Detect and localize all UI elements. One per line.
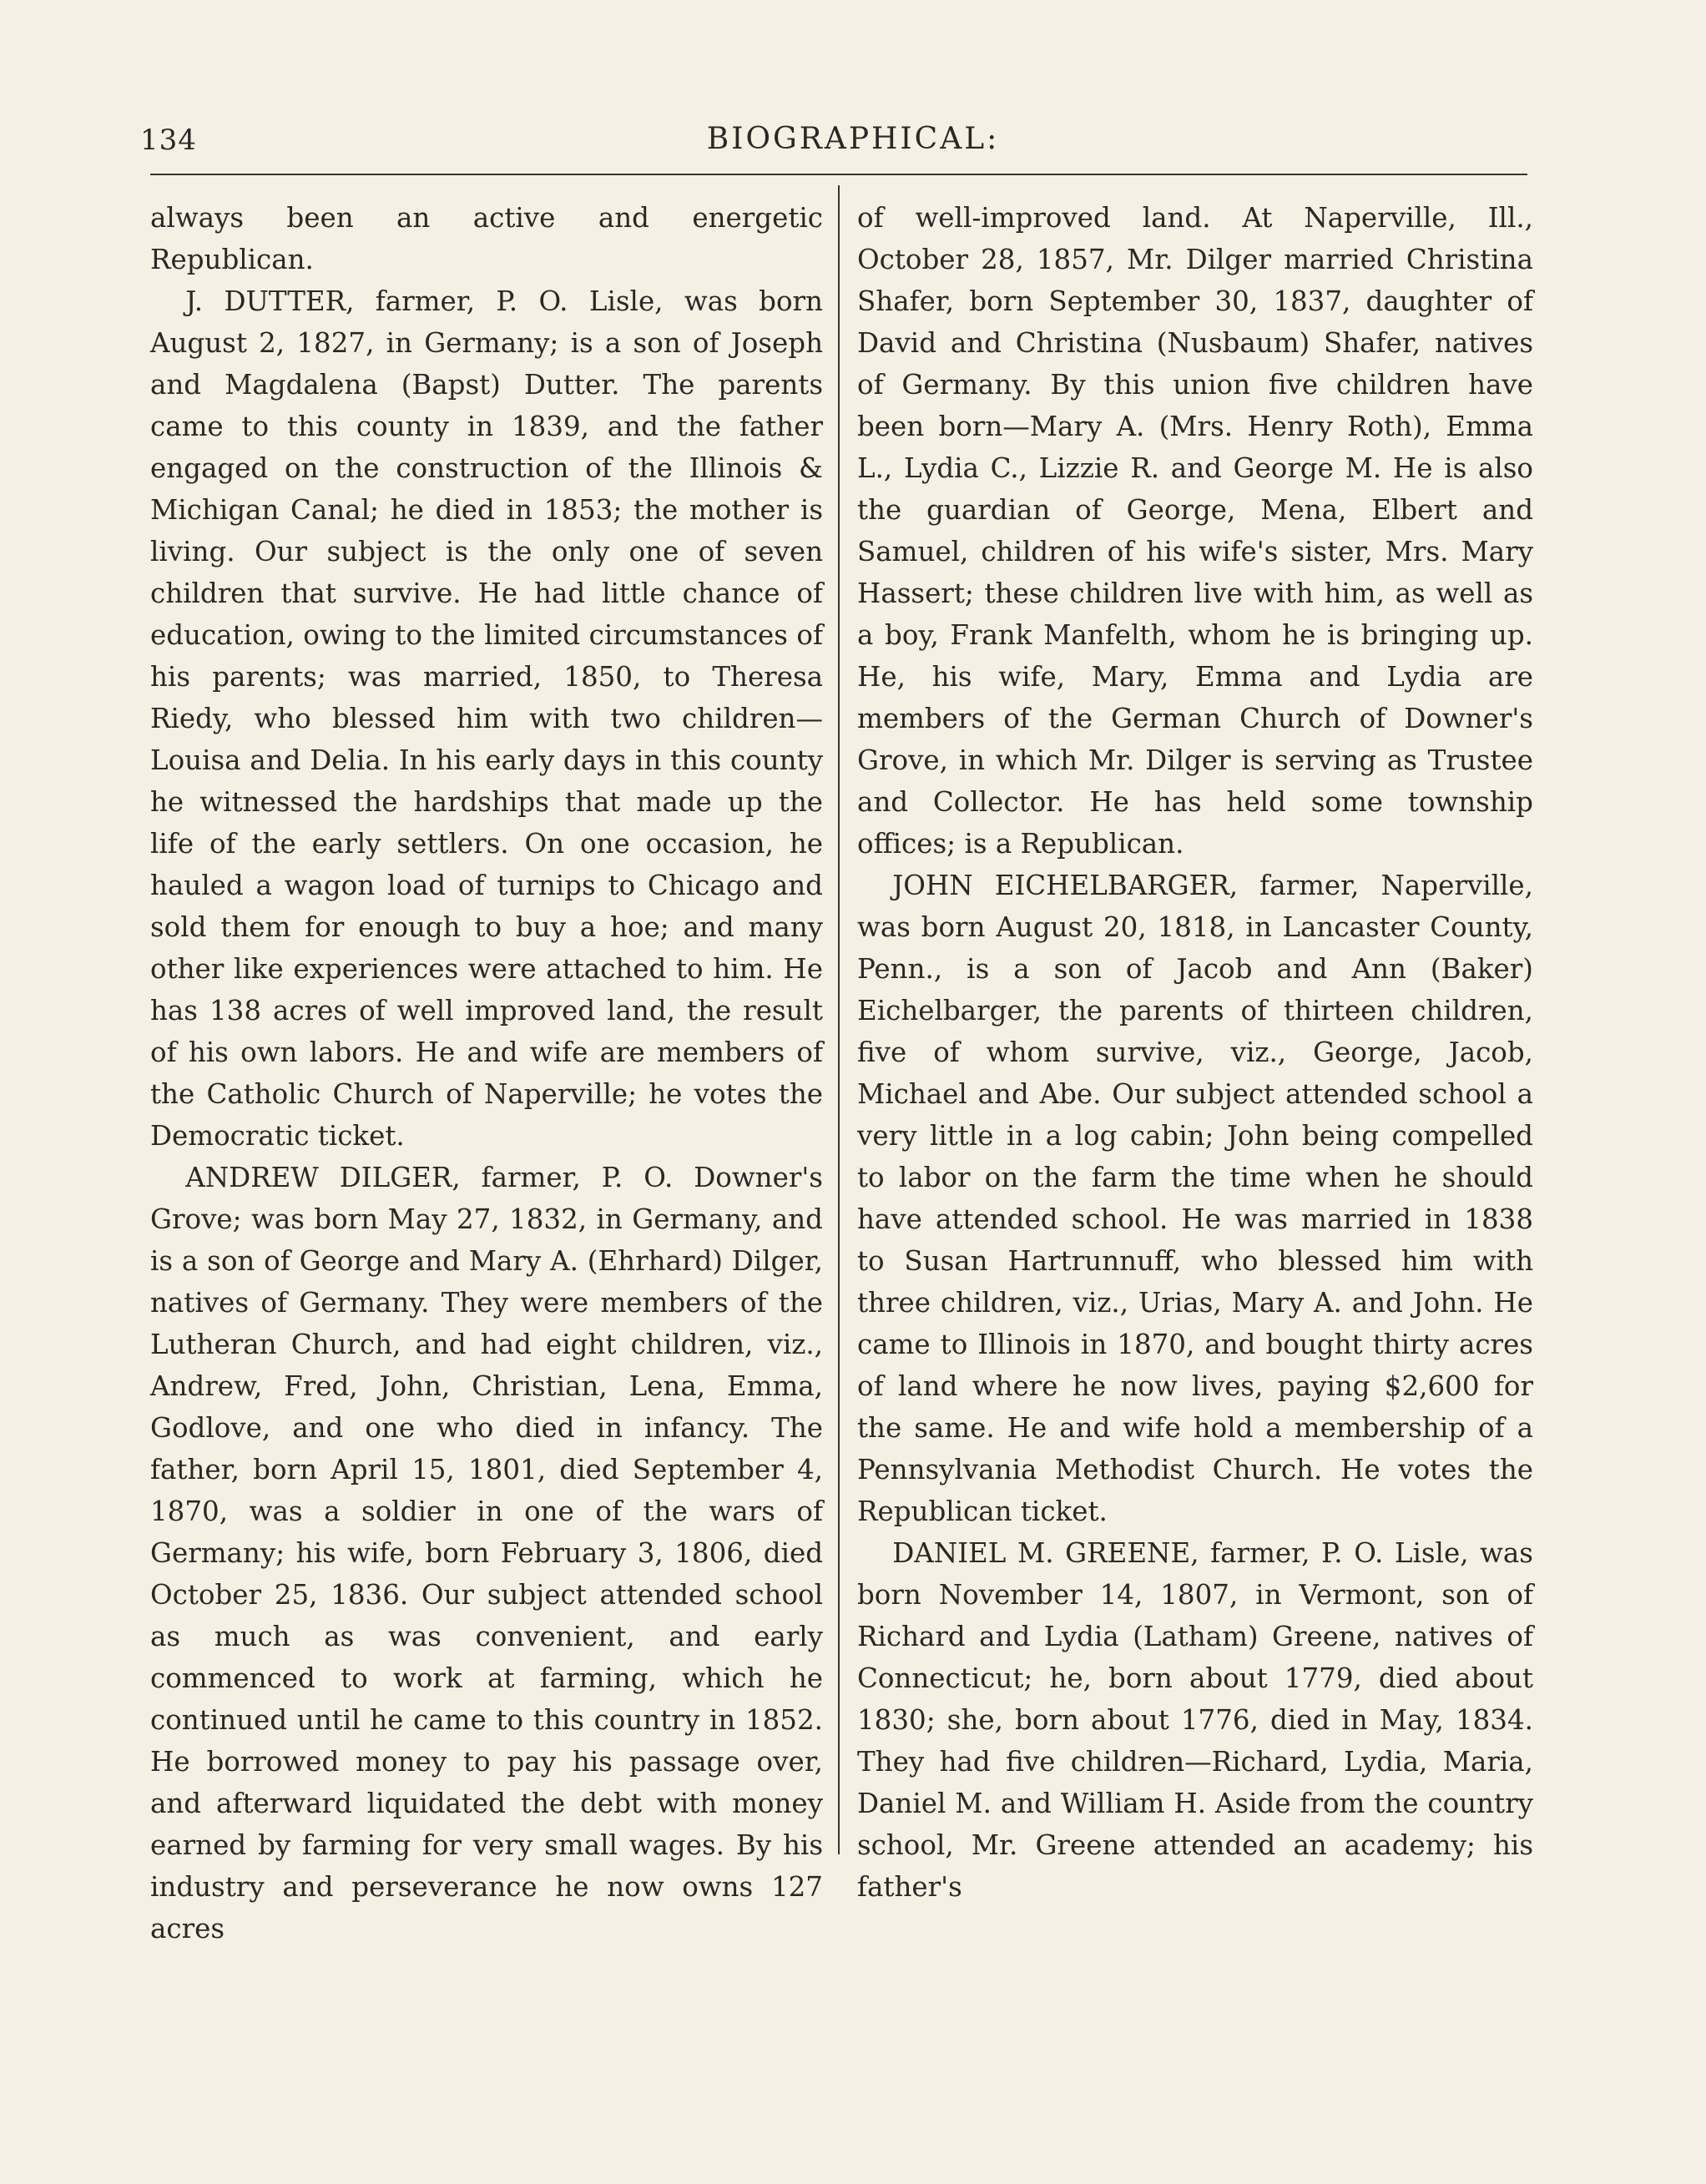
paragraph-daniel-greene: DANIEL M. GREENE, farmer, P. O. Lisle, was born November 14, 1807, in Vermont, son of Richard and Lydia (Latham) Greene, natives of Connecticut; he, born about 1779, died about 1830; she, born about 1776, died in May, 1834. They had five children—Richard, Lydia, Maria, Daniel M. and William H. Aside from the country school, Mr. Greene attended an academy; his father's (857, 1537, 1533, 1903)
header-rule (150, 174, 1527, 175)
paragraph-john-eichelbarger: JOHN EICHELBARGER, farmer, Naperville, was born August 20, 1818, in Lancaster County, Penn., is a son of Jacob and Ann (Baker) Eichelbarger, the parents of thirteen children, five of whom survive, viz., George, Jacob, Michael and Abe. Our subject attended school a very little in a log cabin; John being compelled to labor on the farm the time when he should have attended school. He was married in 1838 to Susan Hartrunnuff, who blessed him with three children, viz., Urias, Mary A. and John. He came to Illinois in 1870, and bought thirty acres of land where he now lives, paying $2,600 for the same. He and wife hold a membership of a Pennsylvania Methodist Church. He votes the Republican ticket. (857, 870, 1533, 1527)
paragraph-republican-continuation: always been an active and energetic Republican. (150, 202, 823, 275)
paragraph-j-dutter: J. DUTTER, farmer, P. O. Lisle, was born August 2, 1827, in Germany; is a son of Joseph and Magdalena (Bapst) Dutter. The parents came to this county in 1839, and the father engaged on the construction of the Illinois & Michigan Canal; he died in 1853; the mother is living. Our subject is the only one of seven children that survive. He had little chance of education, owing to the limited circumstances of his parents; was married, 1850, to Theresa Riedy, who blessed him with two children—Louisa and Delia. In his early days in this county he witnessed the hardships that made up the life of the early settlers. On one occasion, he hauled a wagon load of turnips to Chicago and sold them for enough to buy a hoe; and many other like experiences were attached to him. He has 138 acres of well improved land, the result of his own labors. He and wife are members of the Catholic Church of Naperville; he votes the Democratic ticket. (150, 285, 823, 1152)
paragraph-dilger-continuation: of well-improved land. At Naperville, Ill., October 28, 1857, Mr. Dilger married Christina Shafer, born September 30, 1837, daughter of David and Christina (Nusbaum) Shafer, natives of Germany. By this union five children have been born—Mary A. (Mrs. Henry Roth), Emma L., Lydia C., Lizzie R. and George M. He is also the guardian of George, Mena, Elbert and Samuel, children of his wife's sister, Mrs. Mary Hassert; these children live with him, as well as a boy, Frank Manfelth, whom he is bringing up. He, his wife, Mary, Emma and Lydia are members of the German Church of Downer's Grove, in which Mr. Dilger is serving as Trustee and Collector. He has held some township offices; is a Republican. (857, 202, 1533, 860)
right-column (857, 197, 1533, 1908)
left-column (150, 197, 823, 1949)
running-head: BIOGRAPHICAL: (706, 122, 1000, 156)
paragraph-andrew-dilger: ANDREW DILGER, farmer, P. O. Downer's Grove; was born May 27, 1832, in Germany, and is a son of George and Mary A. (Ehrhard) Dilger, natives of Germany. They were members of the Lutheran Church, and had eight children, viz., Andrew, Fred, John, Christian, Lena, Emma, Godlove, and one who died in infancy. The father, born April 15, 1801, died September 4, 1870, was a soldier in one of the wars of Germany; his wife, born February 3, 1806, died October 25, 1836. Our subject attended school as much as was convenient, and early commenced to work at farming, which he continued until he came to this country in 1852. He borrowed money to pay his passage over, and afterward liquidated the debt with money earned by farming for very small wages. By his industry and perseverance he now owns 127 acres (150, 1162, 823, 1944)
page-number: 134 (140, 124, 197, 157)
column-divider (838, 185, 840, 1854)
